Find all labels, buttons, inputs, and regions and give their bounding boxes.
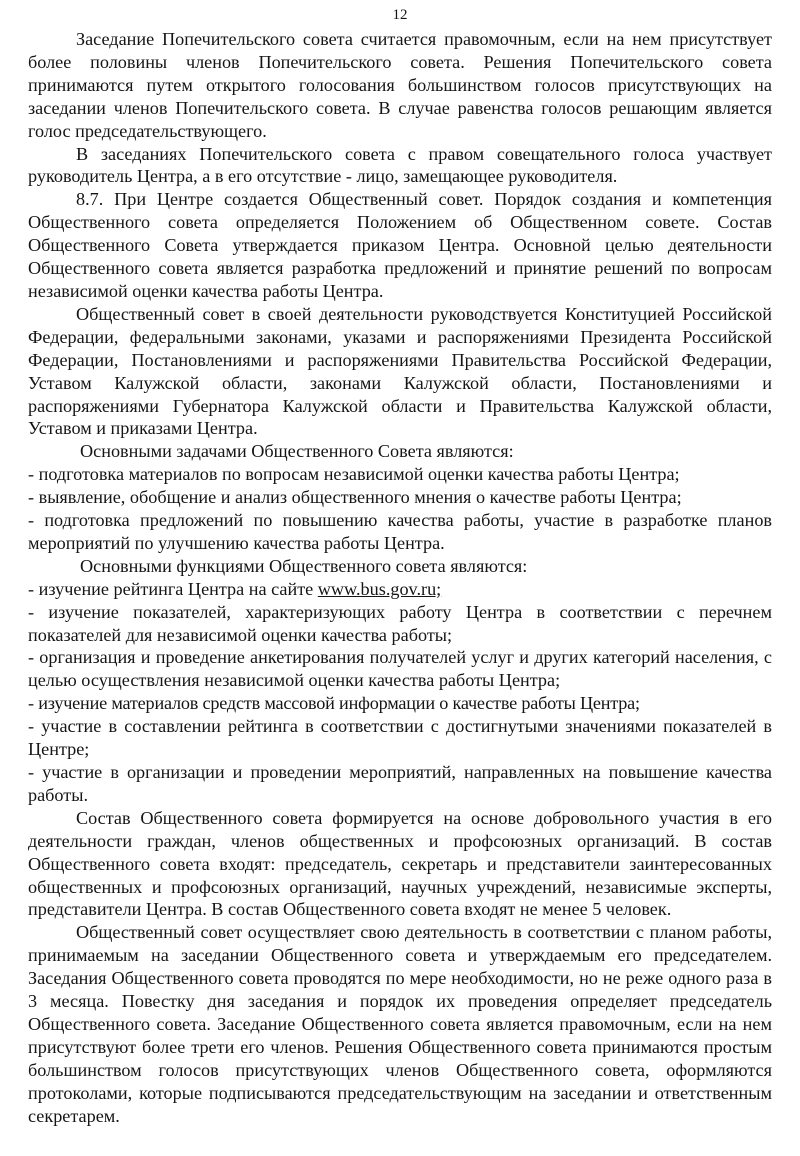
function-item: - изучение материалов средств массовой информации о качестве работы Центра; — [28, 693, 640, 714]
website-link[interactable]: www.bus.gov.ru; — [317, 578, 442, 599]
function-item: - изучение показателей, характеризующих работу Центра в соответствии с перечнем показателей для независимой оценки качества работы; — [28, 601, 772, 645]
paragraph-legal-basis: Общественный совет в своей деятельности руководствуется Конституцией Российской Федерации, федеральными законами, указами и распоряжениями Президента Российской Федерации, Постановлениями и распоряжениями Правительства Российской Федерации, Уставом Калужской области, законами Калужской области, Постановлениями и распоряжениями Губернатора Калужской области и Правительства Калужской области, Уставом и приказами Центра. — [28, 303, 772, 439]
paragraph-council-composition: Состав Общественного совета формируется на основе добровольного участия в его деятельности граждан, членов общественных и профсоюзных организаций. В состав Общественного совета входят: председатель, секретарь и представители заинтересованных общественных и профсоюзных организаций, научных учреждений, независимые эксперты, представители Центра. В состав Общественного совета входят не менее 5 человек. — [28, 807, 772, 920]
function-item: - организация и проведение анкетирования получателей услуг и других категорий населения, с целью осуществления независимой оценки качества работы Центра; — [28, 647, 772, 691]
paragraph-trustee-quorum: Заседание Попечительского совета считается правомочным, если на нем присутствует более половины членов Попечительского совета. Решения Попечительского совета принимаются путем открытого голосования большинством голосов присутствующих на заседании членов Попечительского совета. В случае равенства голосов решающим является голос председательствующего. — [28, 29, 772, 141]
paragraph-public-council-creation: 8.7. При Центре создается Общественный совет. Порядок создания и компетенция Общественного совета определяется Положением об Общественном совете. Состав Общественного Совета утверждается приказом Центра. Основной целью деятельности Общественного совета является разработка предложений и принятие решений по вопросам независимой оценки качества работы Центра. — [28, 189, 772, 301]
function-item — [28, 578, 772, 601]
paragraph-council-procedure: Общественный совет осуществляет свою деятельность в соответствии с планом работы, принимаемым на заседании Общественного совета и утверждаемым его председателем. Заседания Общественного совета проводятся по мере необходимости, но не реже одного раза в 3 месяца. Повестку дня заседания и порядок их проведения определяет председатель Общественного совета. Заседание Общественного совета является правомочным, если на нем присутствуют более трети его членов. Решения Общественного совета принимаются простым большинством голосов присутствующих членов Общественного совета, оформляются протоколами, которые подписываются председательствующим на заседании и ответственным секретарем. — [28, 922, 772, 1126]
function-item: - участие в организации и проведении мероприятий, направленных на повышение качества работы. — [28, 762, 772, 805]
task-item: - выявление, обобщение и анализ общественного мнения о качестве работы Центра; — [28, 487, 682, 508]
page-number: 12 — [392, 7, 408, 23]
tasks-heading: Основными задачами Общественного Совета являются: — [80, 441, 514, 462]
function-item-text: - изучение рейтинга Центра на сайте — [28, 578, 318, 599]
function-item: - участие в составлении рейтинга в соответствии с достигнутыми значениями показателей в Центре; — [28, 716, 772, 760]
task-item: - подготовка материалов по вопросам независимой оценки качества работы Центра; — [28, 464, 680, 485]
functions-heading: Основными функциями Общественного совета являются: — [80, 555, 528, 576]
paragraph-advisory-vote: В заседаниях Попечительского совета с правом совещательного голоса участвует руководитель Центра, а в его отсутствие - лицо, замещающее руководителя. — [28, 143, 772, 187]
task-item: - подготовка предложений по повышению качества работы, участие в разработке планов мероприятий по улучшению качества работы Центра. — [28, 510, 772, 553]
